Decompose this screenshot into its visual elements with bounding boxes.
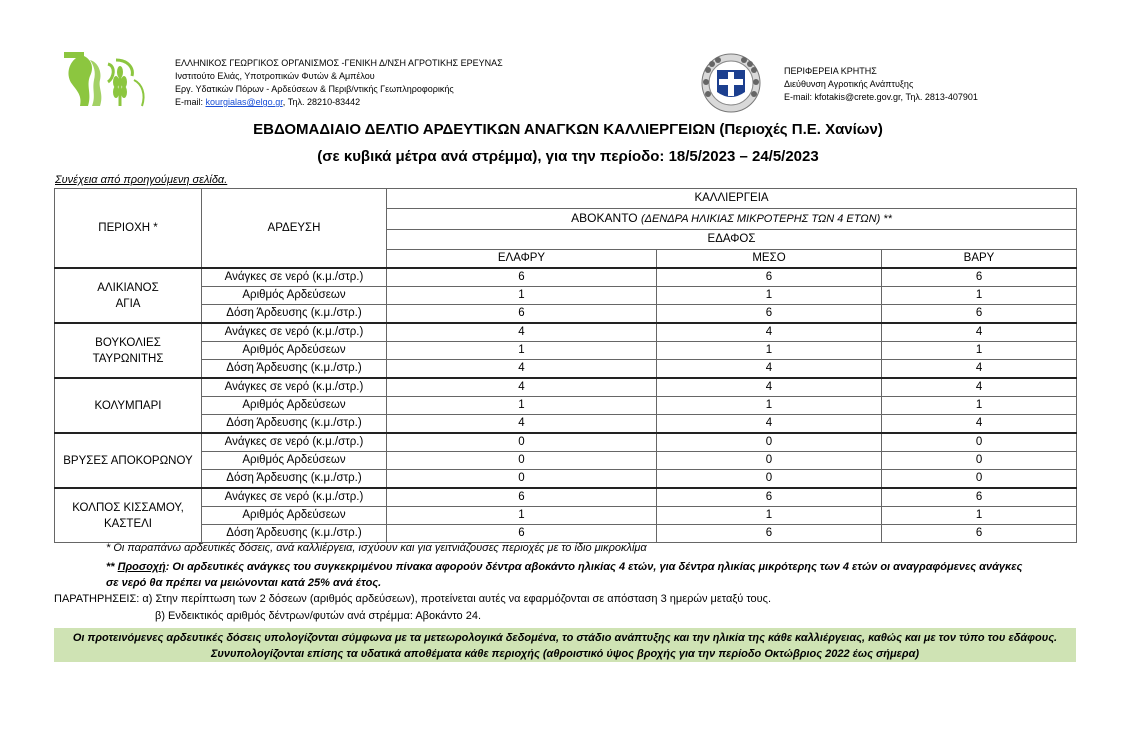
value-cell: 6 [882, 488, 1077, 507]
remark-b: β) Ενδεικτικός αριθμός δέντρων/φυτών ανά στρέμμα: Αβοκάντο 24. [155, 610, 482, 622]
region-name-line: ΑΓΙΑ [115, 297, 141, 310]
soil-light: ΕΛΑΦΡΥ [387, 250, 657, 269]
value-cell: 1 [657, 342, 882, 360]
value-cell: 6 [387, 305, 657, 324]
value-cell: 6 [387, 268, 657, 287]
region-name-line: ΚΟΛΠΟΣ ΚΙΣΣΑΜΟΥ, [72, 501, 184, 514]
table-row [55, 507, 1077, 525]
irrigation-table [54, 188, 1077, 543]
value-cell: 6 [657, 305, 882, 324]
value-cell: 6 [882, 305, 1077, 324]
value-cell: 4 [882, 378, 1077, 397]
region-name-line: ΚΟΛΥΜΠΑΡΙ [94, 399, 162, 412]
value-cell: 0 [387, 470, 657, 489]
value-cell: 1 [882, 342, 1077, 360]
note-attention [106, 559, 1036, 591]
measure-label: Δόση Άρδευσης (κ.μ./στρ.) [202, 525, 387, 543]
value-cell: 1 [657, 397, 882, 415]
region-name [55, 268, 202, 323]
table-row [55, 360, 1077, 379]
elgo-email-line [175, 96, 503, 109]
table-row [55, 287, 1077, 305]
value-cell: 1 [657, 287, 882, 305]
crete-line-1: ΠΕΡΙΦΕΡΕΙΑ ΚΡΗΤΗΣ [784, 66, 877, 76]
elgo-line-1: ΕΛΛΗΝΙΚΟΣ ΓΕΩΡΓΙΚΟΣ ΟΡΓΑΝΙΣΜΟΣ -ΓΕΝΙΚΗ Δ/ΝΣΗ ΑΓΡΟΤΙΚΗΣ ΕΡΕΥΝΑΣ [175, 58, 503, 68]
value-cell: 1 [387, 342, 657, 360]
value-cell: 0 [882, 433, 1077, 452]
crop-age-note: (ΔΕΝΔΡΑ ΗΛΙΚΙΑΣ ΜΙΚΡΟΤΕΡΗΣ ΤΩΝ 4 ΕΤΩΝ) ** [640, 213, 892, 225]
note-attention-prefix: ** [106, 561, 118, 573]
methodology-box: Οι προτεινόμενες αρδευτικές δόσεις υπολογίζονται σύμφωνα με τα μετεωρολογικά δεδομένα, το στάδιο ανάπτυξης και την ηλικία της κάθε καλλιέργειας, καθώς και με τον τύπο του εδάφους. Συνυπολογίζονται επίσης τα υδατικά αποθέματα κάθε περιοχής (αθροιστικό ύψος βροχής για την περίοδο Οκτώβριος 2022 έως σήμερα) [54, 628, 1076, 662]
value-cell: 4 [657, 323, 882, 342]
region-name [55, 433, 202, 488]
region-name-line: ΑΛΙΚΙΑΝΟΣ [97, 281, 159, 294]
value-cell: 1 [387, 397, 657, 415]
remarks-label: ΠΑΡΑΤΗΡΗΣΕΙΣ: [54, 593, 140, 605]
table-row [55, 470, 1077, 489]
table-row [55, 488, 1077, 507]
elgo-email-link[interactable]: kourgialas@elgo.gr [205, 97, 283, 107]
value-cell: 6 [657, 525, 882, 543]
table-row [55, 323, 1077, 342]
value-cell: 4 [882, 360, 1077, 379]
measure-label: Ανάγκες σε νερό (κ.μ./στρ.) [202, 323, 387, 342]
value-cell: 1 [882, 507, 1077, 525]
value-cell: 6 [657, 268, 882, 287]
value-cell: 4 [387, 378, 657, 397]
value-cell: 0 [657, 470, 882, 489]
measure-label: Αριθμός Αρδεύσεων [202, 287, 387, 305]
value-cell: 0 [387, 452, 657, 470]
measure-label: Ανάγκες σε νερό (κ.μ./στρ.) [202, 268, 387, 287]
crete-contact-block [784, 65, 978, 104]
measure-label: Ανάγκες σε νερό (κ.μ./στρ.) [202, 378, 387, 397]
region-name [55, 488, 202, 543]
value-cell: 4 [387, 360, 657, 379]
region-name-line: ΤΑΥΡΩΝΙΤΗΣ [92, 352, 164, 365]
crop-header: ΚΑΛΛΙΕΡΓΕΙΑ [387, 189, 1077, 209]
region-name-line: ΒΟΥΚΟΛΙΕΣ [95, 336, 161, 349]
region-name-line: ΒΡΥΣΕΣ ΑΠΟΚΟΡΩΝΟΥ [63, 454, 193, 467]
remarks [54, 593, 771, 605]
table-row [55, 342, 1077, 360]
table-row [55, 378, 1077, 397]
elgo-line-2: Ινστιτούτο Ελιάς, Υποτροπικών Φυτών & Αμπέλου [175, 71, 375, 81]
table-row [55, 268, 1077, 287]
value-cell: 6 [882, 525, 1077, 543]
measure-label: Αριθμός Αρδεύσεων [202, 342, 387, 360]
elgo-contact-block [175, 57, 503, 109]
value-cell: 4 [657, 415, 882, 434]
measure-label: Δόση Άρδευσης (κ.μ./στρ.) [202, 305, 387, 324]
note-attention-label: Προσοχή [117, 561, 166, 573]
value-cell: 6 [657, 488, 882, 507]
crop-name-text: ΑΒΟΚΑΝΤΟ [571, 211, 641, 225]
region-name [55, 378, 202, 433]
email-prefix: E-mail: [175, 97, 206, 107]
value-cell: 1 [387, 507, 657, 525]
value-cell: 6 [387, 525, 657, 543]
note-attention-text: : Οι αρδευτικές ανάγκες του συγκεκριμένου πίνακα αφορούν δέντρα αβοκάντο ηλικίας 4 ετών, για δέντρα ηλικίας μικρότερης των 4 ετών οι αναγραφόμενες ανάγκες σε νερό θα πρέπει να μειώνονται κατά 25% ανά έτος. [106, 561, 1023, 589]
value-cell: 0 [657, 433, 882, 452]
measure-label: Ανάγκες σε νερό (κ.μ./στρ.) [202, 433, 387, 452]
table-row [55, 452, 1077, 470]
crete-region-emblem [686, 52, 776, 114]
measure-label: Ανάγκες σε νερό (κ.μ./στρ.) [202, 488, 387, 507]
bulletin-subtitle: (σε κυβικά μέτρα ανά στρέμμα), για την περίοδο: 18/5/2023 – 24/5/2023 [317, 148, 819, 165]
region-name-line: ΚΑΣΤΕΛΙ [103, 517, 153, 530]
value-cell: 4 [882, 323, 1077, 342]
bulletin-title: ΕΒΔΟΜΑΔΙΑΙΟ ΔΕΛΤΙΟ ΑΡΔΕΥΤΙΚΩΝ ΑΝΑΓΚΩΝ ΚΑΛΛΙΕΡΓΕΙΩΝ (Περιοχές Π.Ε. Χανίων) [253, 121, 883, 138]
irrigation-column-header: ΑΡΔΕΥΣΗ [202, 189, 387, 269]
value-cell: 4 [657, 360, 882, 379]
crete-line-2: Διεύθυνση Αγροτικής Ανάπτυξης [784, 79, 914, 89]
region-name [55, 323, 202, 378]
measure-label: Δόση Άρδευσης (κ.μ./στρ.) [202, 470, 387, 489]
elgo-phone: , Τηλ. 28210-83442 [282, 97, 361, 107]
region-column-header: ΠΕΡΙΟΧΗ * [55, 189, 202, 269]
measure-label: Αριθμός Αρδεύσεων [202, 452, 387, 470]
value-cell: 6 [882, 268, 1077, 287]
value-cell: 6 [387, 488, 657, 507]
table-row [55, 415, 1077, 434]
value-cell: 4 [387, 415, 657, 434]
value-cell: 4 [882, 415, 1077, 434]
value-cell: 0 [657, 452, 882, 470]
table-row [55, 525, 1077, 543]
value-cell: 4 [387, 323, 657, 342]
soil-heavy: ΒΑΡΥ [882, 250, 1077, 269]
value-cell: 1 [657, 507, 882, 525]
measure-label: Αριθμός Αρδεύσεων [202, 397, 387, 415]
continuation-note: Συνέχεια από προηγούμενη σελίδα. [55, 174, 228, 186]
value-cell: 0 [882, 470, 1077, 489]
note-microclimate: * Οι παραπάνω αρδευτικές δόσεις, ανά καλλιέργεια, ισχύουν και για γειτνιάζουσες περιοχές με το ίδιο μικροκλίμα [106, 542, 647, 554]
table-row [55, 433, 1077, 452]
value-cell: 1 [882, 287, 1077, 305]
value-cell: 1 [882, 397, 1077, 415]
measure-label: Δόση Άρδευσης (κ.μ./στρ.) [202, 415, 387, 434]
remark-a: α) Στην περίπτωση των 2 δόσεων (αριθμός αρδεύσεων), προτείνεται αυτές να εφαρμόζονται σε απόσταση 3 ημερών μεταξύ τους. [139, 593, 771, 605]
crop-name [387, 209, 1077, 230]
value-cell: 0 [882, 452, 1077, 470]
value-cell: 4 [657, 378, 882, 397]
value-cell: 1 [387, 287, 657, 305]
elgo-line-3: Εργ. Υδατικών Πόρων - Αρδεύσεων & Περιβ/ντικής Γεωπληροφορικής [175, 84, 454, 94]
value-cell: 0 [387, 433, 657, 452]
soil-medium: ΜΕΣΟ [657, 250, 882, 269]
table-row [55, 397, 1077, 415]
measure-label: Δόση Άρδευσης (κ.μ./στρ.) [202, 360, 387, 379]
soil-header: ΕΔΑΦΟΣ [387, 230, 1077, 250]
elgo-logo [62, 50, 162, 112]
table-row [55, 305, 1077, 324]
measure-label: Αριθμός Αρδεύσεων [202, 507, 387, 525]
crete-line-3: E-mail: kfotakis@crete.gov.gr, Τηλ. 2813-407901 [784, 92, 978, 102]
